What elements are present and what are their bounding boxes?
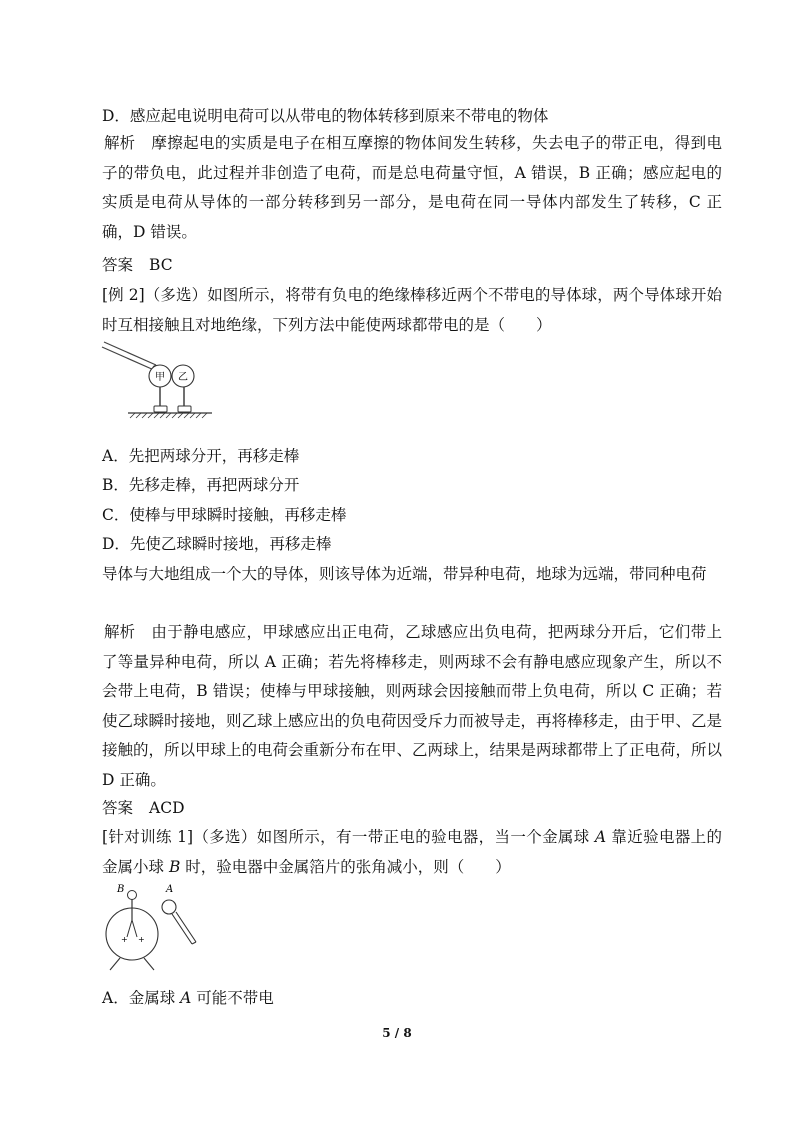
induction-figure	[100, 338, 240, 428]
page-number: 5 / 8	[382, 1026, 412, 1040]
answer-1-label: 答案	[102, 256, 134, 274]
option-d-previous: D．感应起电说明电荷可以从带电的物体转移到原来不带电的物体	[102, 107, 549, 125]
electroscope	[106, 884, 158, 970]
answer-1-value: BC	[149, 256, 173, 274]
training-1-text-a: [针对训练 1]（多选）如图所示，有一带正电的验电器，当一个金属球	[102, 828, 595, 846]
example-2-option-b: B．先移走棒，再把两球分开	[102, 476, 300, 494]
svg-text:+: +	[138, 935, 145, 944]
insulated-rod	[102, 342, 159, 371]
example-2-option-d: D．先使乙球瞬时接地，再移走棒	[102, 535, 332, 553]
analysis-1-text: 摩擦起电的实质是电子在相互摩擦的物体间发生转移，失去电子的带正电，得到电子的带负电，此过程并非创造了电荷，而是总电荷量守恒，A 错误，B 正确；感应起电的实质是电荷从导体的一部分转移到另一部分，是电荷在同一导体内部发生了转移，C 正确，D 错误。	[102, 134, 722, 241]
training-1-option-a	[102, 988, 722, 1008]
answer-1	[102, 255, 722, 275]
electroscope-figure	[100, 882, 210, 974]
training-1-option-a-pre: A．金属球	[102, 989, 181, 1007]
sphere-yi	[172, 365, 194, 412]
analysis-2	[102, 618, 722, 796]
sphere-jia-label: 甲	[155, 372, 165, 383]
training-1-option-a-post: 可能不带电	[191, 989, 274, 1007]
training-1-option-a-ball: A	[180, 989, 192, 1007]
sphere-yi-label: 乙	[178, 372, 188, 383]
example-2-note: 导体与大地组成一个大的导体，则该导体为近端，带异种电荷，地球为远端，带同种电荷	[102, 565, 707, 583]
example-2-question: [例 2]（多选）如图所示，将带有负电的绝缘棒移近两个不带电的导体球，两个导体球开始时互相接触且对地绝缘，下列方法中能使两球都带电的是（ ）	[102, 286, 722, 334]
answer-2-label: 答案	[102, 799, 134, 817]
example-2-option-a: A．先把两球分开，再移走棒	[102, 447, 300, 465]
analysis-2-text: 由于静电感应，甲球感应出正电荷，乙球感应出负电荷，把两球分开后，它们带上了等量异种电荷，所以 A 正确；若先将棒移走，则两球不会有静电感应现象产生，所以不会带上电荷，B 错误；使棒与甲球接触，则两球会因接触而带上负电荷，所以 C 正确；若使乙球瞬时接地，则乙球上感应出的负电荷因受斥力而被导走，再将棒移走，由于甲、乙是接触的，所以甲球上的电荷会重新分布在甲、乙两球上，结果是两球都带上了正电荷，所以 D 正确。	[102, 623, 723, 789]
answer-2	[102, 798, 722, 818]
analysis-1-label: 解析	[104, 134, 136, 152]
svg-text:+: +	[121, 935, 128, 944]
training-1-text-c: 时，验电器中金属箔片的张角减小，则（ ）	[180, 857, 511, 876]
training-1-ball-b: B	[168, 857, 181, 876]
answer-2-value: ACD	[149, 799, 185, 817]
ball-b-label: B	[117, 884, 125, 895]
analysis-1	[102, 129, 722, 247]
example-2-option-c: C．使棒与甲球瞬时接触，再移走棒	[102, 506, 347, 524]
ground-hatching	[128, 413, 212, 418]
training-1-question	[102, 823, 722, 882]
sphere-jia	[149, 365, 171, 412]
ball-a-label: A	[166, 884, 174, 895]
analysis-2-label: 解析	[104, 623, 136, 641]
training-1-text-b: 靠近验电器上的金属小球	[102, 828, 722, 876]
training-1-ball-a: A	[594, 828, 607, 846]
metal-ball-a	[162, 884, 196, 944]
